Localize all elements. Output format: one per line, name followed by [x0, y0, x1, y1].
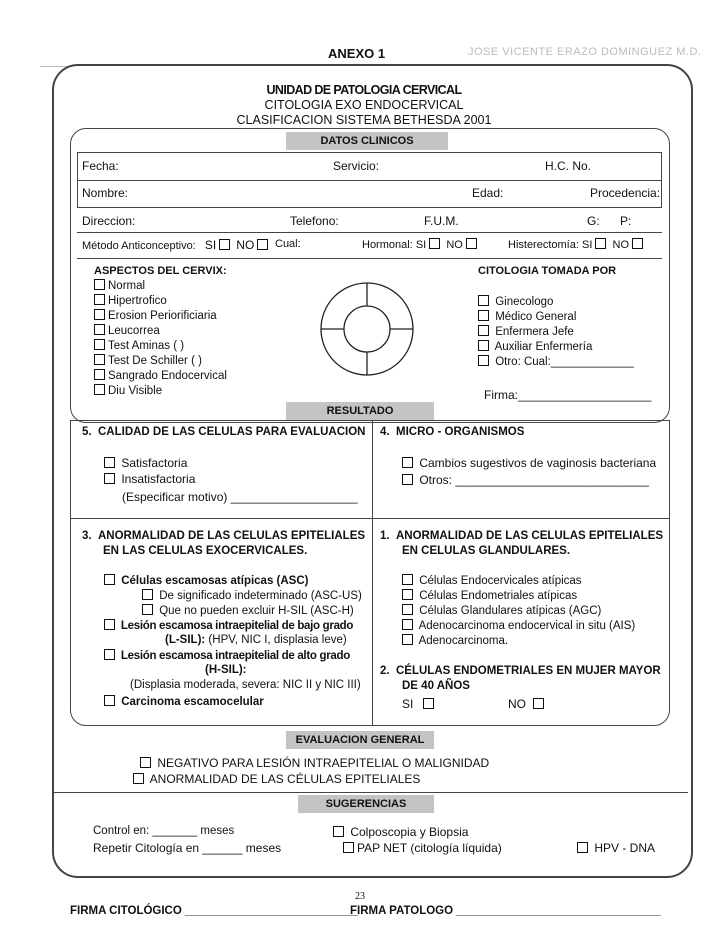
checkbox[interactable] — [402, 474, 413, 485]
checkbox[interactable] — [94, 294, 105, 305]
repetir-field[interactable]: Repetir Citología en ______ meses — [93, 841, 282, 855]
histerectomia-row — [508, 238, 646, 251]
cervix-item-sangrado[interactable]: Sangrado Endocervical — [94, 369, 227, 384]
direccion-label: Direccion: — [82, 214, 136, 228]
page-number: 23 — [355, 891, 365, 902]
checkbox[interactable] — [402, 457, 413, 468]
checkbox[interactable] — [478, 310, 489, 321]
divider — [77, 258, 662, 259]
checkbox[interactable] — [104, 457, 115, 468]
glan-item-endometriales[interactable]: Células Endometriales atípicas — [402, 589, 635, 604]
citologia-item-ginecologo[interactable]: Ginecologo — [478, 295, 634, 310]
checkbox[interactable] — [140, 757, 151, 768]
checkbox[interactable] — [402, 574, 413, 585]
checkbox[interactable] — [533, 698, 544, 709]
procedencia-label: Procedencia: — [590, 186, 661, 200]
citologia-item-enfermera[interactable]: Enfermera Jefe — [478, 325, 634, 340]
asch-option[interactable]: Que no pueden excluir H-SIL (ASC-H) — [142, 604, 354, 617]
cervix-diagram-icon[interactable] — [318, 280, 416, 378]
histerectomia-no-checkbox[interactable] — [632, 238, 643, 249]
p-label: P: — [620, 214, 632, 228]
section-sugerencias: SUGERENCIAS — [298, 795, 434, 813]
hormonal-no-checkbox[interactable] — [466, 238, 477, 249]
checkbox[interactable] — [94, 384, 105, 395]
glan-item-ais[interactable]: Adenocarcinoma endocervical in situ (AIS) — [402, 619, 635, 634]
unit-title: UNIDAD DE PATOLOGIA CERVICAL — [266, 83, 462, 97]
satisfactoria-option[interactable]: Satisfactoria — [104, 456, 187, 470]
cervix-item-diu[interactable]: Diu Visible — [94, 384, 227, 399]
ascus-option[interactable]: De significado indeterminado (ASC-US) — [142, 589, 362, 602]
endo-heading: 2. CÉLULAS ENDOMETRIALES EN MUJER MAYOR — [380, 665, 661, 677]
checkbox[interactable] — [142, 604, 153, 615]
telefono-label: Telefono: — [290, 214, 339, 228]
cambios-option[interactable]: Cambios sugestivos de vaginosis bacteriana — [402, 456, 656, 470]
si-label: SI — [415, 239, 427, 251]
checkbox[interactable] — [104, 619, 115, 630]
checkbox[interactable] — [333, 826, 344, 837]
fum-label: F.U.M. — [424, 214, 459, 228]
metodo-si-checkbox[interactable] — [219, 239, 230, 250]
g-label: G: — [587, 214, 600, 228]
row-nombre — [77, 180, 662, 208]
hormonal-si-checkbox[interactable] — [429, 238, 440, 249]
exo-heading: 3. ANORMALIDAD DE LAS CELULAS EPITELIALES — [82, 530, 366, 542]
checkbox[interactable] — [478, 295, 489, 306]
anormalidad-option[interactable]: ANORMALIDAD DE LAS CÉLULAS EPITELIALES — [133, 772, 420, 786]
asc-option[interactable]: Células escamosas atípicas (ASC) — [104, 574, 308, 587]
endo-heading-2: DE 40 AÑOS — [402, 680, 470, 692]
checkbox[interactable] — [104, 649, 115, 660]
firma-citologico-field[interactable]: FIRMA CITOLÓGICO ___________________________ — [70, 905, 358, 917]
checkbox[interactable] — [343, 842, 354, 853]
hsil-label: (H-SIL): — [205, 664, 247, 676]
checkbox[interactable] — [104, 473, 115, 484]
checkbox[interactable] — [402, 619, 413, 630]
cual-label: Cual: — [275, 238, 301, 250]
nombre-label: Nombre: — [82, 186, 129, 200]
classification-title: CLASIFICACION SISTEMA BETHESDA 2001 — [236, 113, 492, 127]
checkbox[interactable] — [94, 369, 105, 380]
hpv-option[interactable]: HPV - DNA — [577, 841, 655, 855]
cervix-title: ASPECTOS DEL CERVIX: — [94, 265, 227, 277]
no-label: NO — [446, 239, 463, 251]
annex-label: ANEXO 1 — [328, 46, 386, 61]
servicio-label: Servicio: — [333, 159, 380, 173]
divider — [77, 232, 662, 233]
checkbox[interactable] — [94, 354, 105, 365]
checkbox[interactable] — [478, 340, 489, 351]
glan-item-agc[interactable]: Células Glandulares atípicas (AGC) — [402, 604, 635, 619]
citologia-item-auxiliar[interactable]: Auxiliar Enfermería — [478, 340, 634, 355]
hsil-option[interactable]: Lesión escamosa intraepitelial de alto grado — [104, 649, 350, 662]
glan-heading-2: EN CELULAS GLANDULARES. — [402, 545, 571, 557]
form-title: CITOLOGIA EXO ENDOCERVICAL — [264, 98, 464, 112]
si-label: SI — [581, 239, 593, 251]
citologia-item-medico[interactable]: Médico General — [478, 310, 634, 325]
anticonceptive-row — [82, 238, 271, 252]
no-label: NO — [612, 239, 630, 251]
histerectomia-si-checkbox[interactable] — [595, 238, 606, 249]
pap-option[interactable]: PAP NET (citología líquida) — [343, 841, 502, 855]
metodo-label: Método Anticonceptivo: — [82, 240, 196, 252]
cervix-item-leucorrea[interactable]: Leucorrea — [94, 324, 227, 339]
hormonal-label: Hormonal: — [362, 239, 413, 251]
cervix-list — [94, 279, 227, 399]
checkbox[interactable] — [402, 604, 413, 615]
insatisfactoria-option[interactable]: Insatisfactoria — [104, 472, 195, 486]
otros-option[interactable]: Otros: _____________________________ — [402, 473, 649, 487]
citologia-title: CITOLOGIA TOMADA POR — [478, 265, 617, 277]
divider — [53, 792, 688, 793]
endo-no-option[interactable]: NO — [508, 697, 547, 711]
edad-label: Edad: — [472, 186, 504, 200]
checkbox[interactable] — [94, 309, 105, 320]
section-evaluacion-general: EVALUACION GENERAL — [286, 731, 434, 749]
citologia-list — [478, 295, 634, 370]
checkbox[interactable] — [94, 339, 105, 350]
firma-patologo-field[interactable]: FIRMA PATOLOGO ________________________________ — [350, 905, 661, 917]
checkbox[interactable] — [402, 589, 413, 600]
checkbox[interactable] — [94, 279, 105, 290]
checkbox[interactable] — [423, 698, 434, 709]
cervix-item-hipertrofico[interactable]: Hipertrofico — [94, 294, 227, 309]
checkbox[interactable] — [104, 695, 115, 706]
metodo-no-checkbox[interactable] — [257, 239, 268, 250]
glan-item-adenocarcinoma[interactable]: Adenocarcinoma. — [402, 634, 635, 649]
control-field[interactable]: Control en: _______ meses — [93, 825, 235, 837]
hormonal-row — [362, 238, 480, 251]
checkbox[interactable] — [133, 773, 144, 784]
glan-item-endocervicales[interactable]: Células Endocervicales atípicas — [402, 574, 635, 589]
si-label: SI — [204, 238, 217, 252]
histerectomia-label: Histerectomía: — [508, 239, 579, 251]
section-datos-clinicos: DATOS CLINICOS — [286, 132, 448, 150]
checkbox[interactable] — [402, 634, 413, 645]
section-resultado: RESULTADO — [286, 402, 434, 420]
cervix-item-test-aminas[interactable]: Test Aminas ( ) — [94, 339, 227, 354]
especificar-field[interactable]: (Especificar motivo) ___________________ — [122, 490, 358, 504]
no-label: NO — [236, 238, 255, 252]
checkbox[interactable] — [478, 325, 489, 336]
micro-heading: 4. MICRO - ORGANISMOS — [380, 426, 525, 438]
firma-field[interactable]: Firma:____________________ — [484, 388, 652, 402]
checkbox[interactable] — [104, 574, 115, 585]
checkbox[interactable] — [577, 842, 588, 853]
cervix-item-normal[interactable]: Normal — [94, 279, 227, 294]
checkbox[interactable] — [142, 589, 153, 600]
citologia-item-otro[interactable]: Otro: Cual:_____________ — [478, 355, 634, 370]
checkbox[interactable] — [478, 355, 489, 366]
negativo-option[interactable]: NEGATIVO PARA LESIÓN INTRAEPITELIAL O MALIGNIDAD — [140, 756, 489, 770]
colposcopia-option[interactable]: Colposcopia y Biopsia — [333, 825, 468, 839]
fecha-label: Fecha: — [82, 159, 119, 173]
calidad-heading: 5. CALIDAD DE LAS CELULAS PARA EVALUACION — [82, 426, 366, 438]
exo-heading-2: EN LAS CELULAS EXOCERVICALES. — [103, 545, 308, 557]
checkbox[interactable] — [94, 324, 105, 335]
cervix-item-erosion[interactable]: Erosion Periorificiaria — [94, 309, 227, 324]
lsil-detail: (L-SIL): (HPV, NIC I, displasia leve) — [165, 634, 347, 646]
cervix-item-test-schiller[interactable]: Test De Schiller ( ) — [94, 354, 227, 369]
hsil-detail: (Displasia moderada, severa: NIC II y NIC III) — [130, 679, 361, 691]
glan-list — [402, 574, 635, 649]
lsil-option[interactable]: Lesión escamosa intraepitelial de bajo grado — [104, 619, 353, 632]
endo-si-option[interactable]: SI — [402, 697, 437, 711]
glan-heading: 1. ANORMALIDAD DE LAS CELULAS EPITELIALES — [380, 530, 664, 542]
author-watermark: JOSE VICENTE ERAZO DOMINGUEZ M.D. — [468, 46, 702, 58]
carcinoma-option[interactable]: Carcinoma escamocelular — [104, 695, 264, 708]
hc-label: H.C. No. — [545, 159, 592, 173]
